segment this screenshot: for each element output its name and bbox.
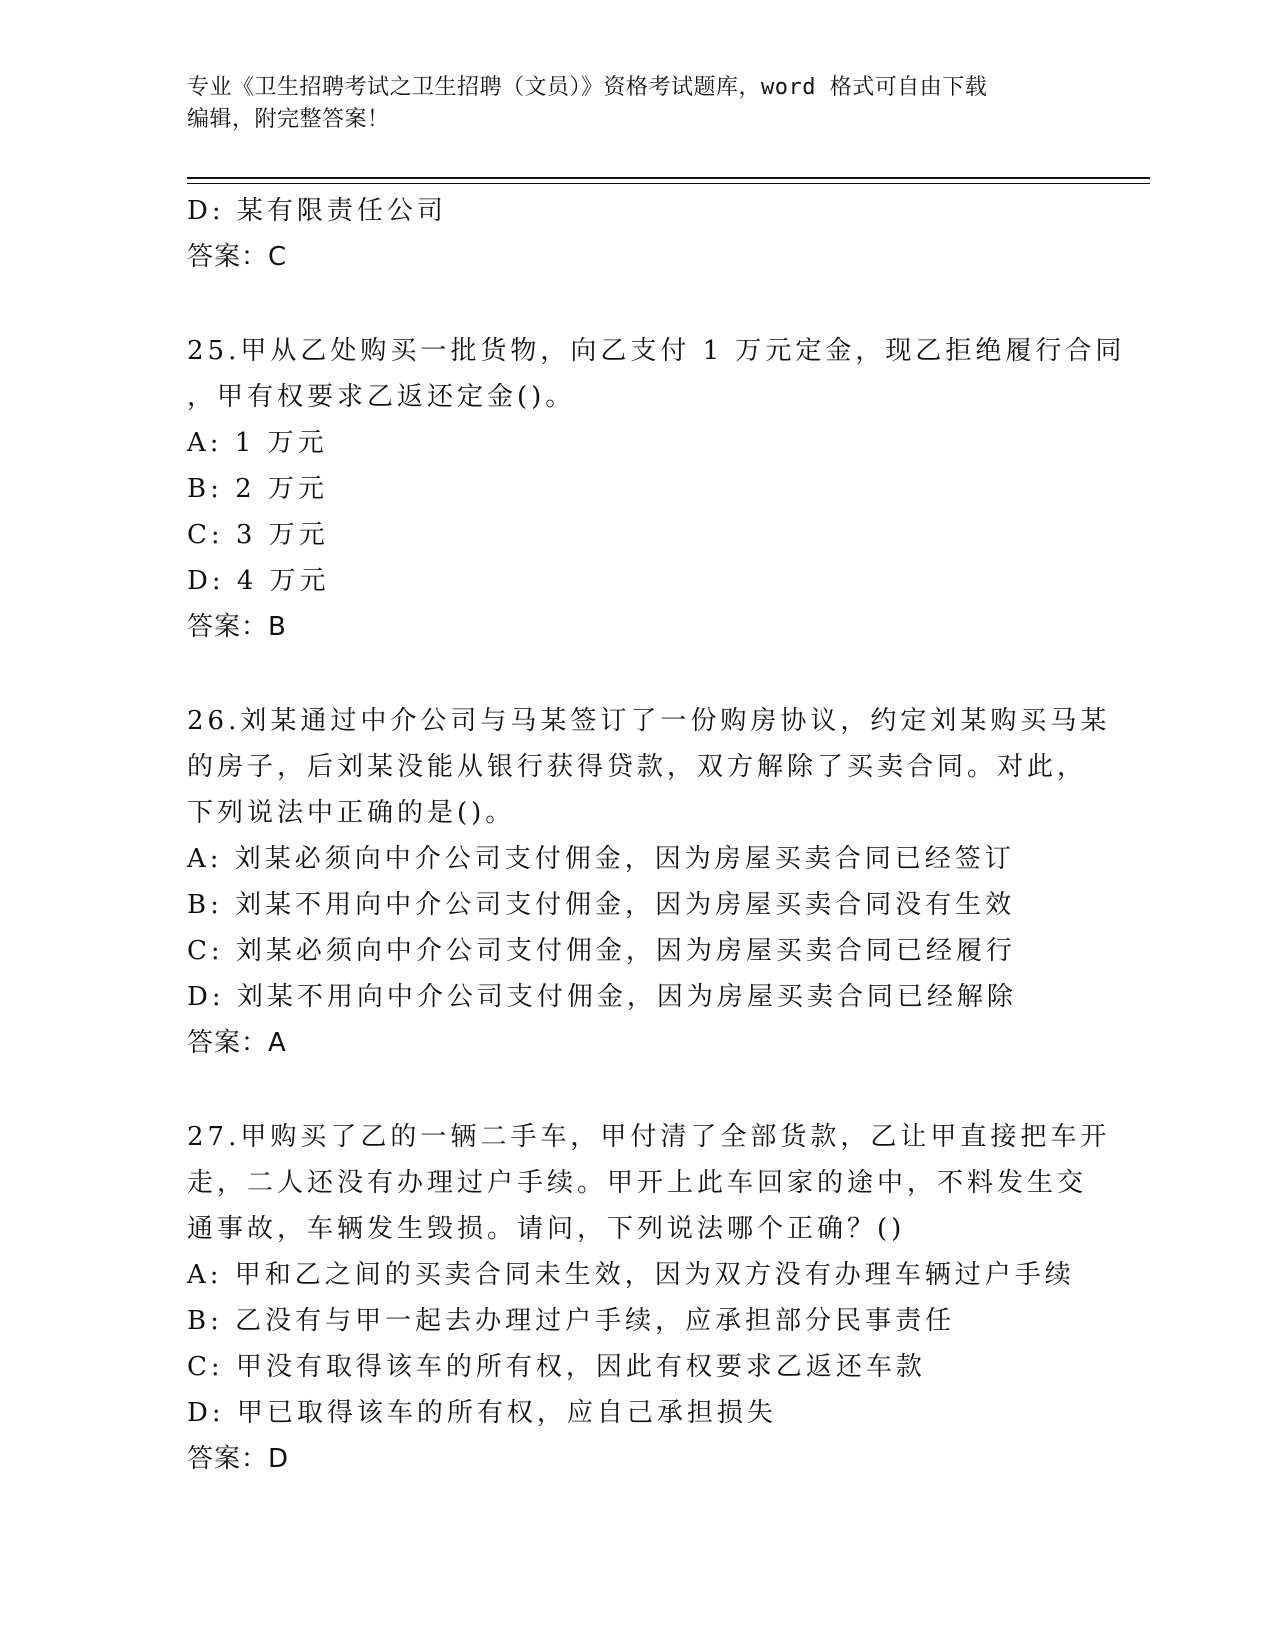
question-stem-line: 通事故，车辆发生毁损。请问，下列说法哪个正确？() [187,1214,906,1244]
question-27 [187,1114,1111,1482]
question-stem-line: 下列说法中正确的是()。 [187,798,516,828]
question-stem-line: ，甲有权要求乙返还定金()。 [187,382,576,412]
option-c: C: 甲没有取得该车的所有权，因此有权要求乙返还车款 [187,1352,926,1382]
option-d: D: 4 万元 [187,566,330,596]
answer: 答案：A [187,1028,287,1058]
question-26 [187,698,1111,1066]
question-stem-line: 的房子，后刘某没能从银行获得贷款，双方解除了买卖合同。对此， [187,752,1088,782]
option-b: B: 乙没有与甲一起去办理过户手续，应承担部分民事责任 [187,1306,956,1336]
option-b: B: 刘某不用向中介公司支付佣金，因为房屋买卖合同没有生效 [187,890,1016,920]
answer: 答案：D [187,1444,290,1474]
page-header [187,72,1087,136]
header-rule-thin [187,183,1150,184]
header-line-2: 编辑，附完整答案！ [187,107,390,132]
question-body [187,188,1126,1482]
option-a: A: 刘某必须向中介公司支付佣金，因为房屋买卖合同已经签订 [187,844,1015,874]
header-line-1: 专业《卫生招聘考试之卫生招聘（文员）》资格考试题库，word 格式可自由下载 [187,75,988,100]
option-a: A: 1 万元 [187,428,328,458]
prev-option-d: D: 某有限责任公司 [187,196,447,226]
question-stem-line: 26.刘某通过中介公司与马某签订了一份购房协议，约定刘某购买马某 [187,706,1111,736]
option-a: A: 甲和乙之间的买卖合同未生效，因为双方没有办理车辆过户手续 [187,1260,1075,1290]
option-c: C: 3 万元 [187,520,329,550]
option-c: C: 刘某必须向中介公司支付佣金，因为房屋买卖合同已经履行 [187,936,1016,966]
option-b: B: 2 万元 [187,474,328,504]
prev-answer: 答案：C [187,242,288,272]
header-rule-thick [187,177,1150,179]
question-25 [187,328,1126,650]
question-stem-line: 走，二人还没有办理过户手续。甲开上此车回家的途中，不料发生交 [187,1168,1088,1198]
option-d: D: 甲已取得该车的所有权，应自己承担损失 [187,1398,777,1428]
option-d: D: 刘某不用向中介公司支付佣金，因为房屋买卖合同已经解除 [187,982,1017,1012]
answer: 答案：B [187,612,287,642]
question-stem-line: 27.甲购买了乙的一辆二手车，甲付清了全部货款，乙让甲直接把车开 [187,1122,1111,1152]
question-stem-line: 25.甲从乙处购买一批货物，向乙支付 1 万元定金，现乙拒绝履行合同 [187,336,1126,366]
